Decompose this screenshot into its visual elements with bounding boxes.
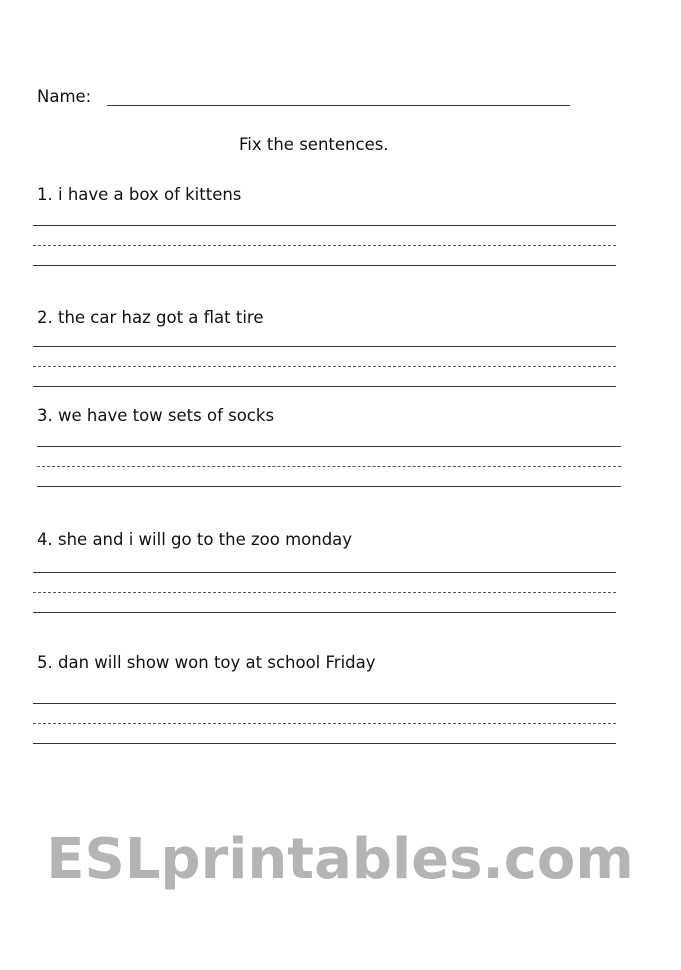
- answer-guide-line: [33, 245, 616, 246]
- answer-line[interactable]: [33, 703, 616, 704]
- answer-line[interactable]: [33, 612, 616, 613]
- question-2: 2. the car haz got a flat tire: [37, 308, 264, 327]
- answer-line[interactable]: [33, 572, 616, 573]
- answer-line[interactable]: [33, 346, 616, 347]
- name-field-line[interactable]: [107, 105, 570, 106]
- answer-line[interactable]: [33, 743, 616, 744]
- answer-guide-line: [33, 592, 616, 593]
- question-1: 1. i have a box of kittens: [37, 185, 242, 204]
- name-label: Name:: [37, 87, 92, 106]
- question-5: 5. dan will show won toy at school Friday: [37, 653, 376, 672]
- answer-line[interactable]: [33, 225, 616, 226]
- watermark: ESLprintables.com: [46, 827, 634, 892]
- answer-line[interactable]: [37, 446, 621, 447]
- answer-line[interactable]: [33, 386, 616, 387]
- answer-line[interactable]: [33, 265, 616, 266]
- answer-guide-line: [33, 366, 616, 367]
- answer-guide-line: [33, 723, 616, 724]
- page-title: Fix the sentences.: [239, 135, 389, 154]
- question-3: 3. we have tow sets of socks: [37, 406, 275, 425]
- answer-guide-line: [37, 466, 621, 467]
- answer-line[interactable]: [37, 486, 621, 487]
- question-4: 4. she and i will go to the zoo monday: [37, 530, 353, 549]
